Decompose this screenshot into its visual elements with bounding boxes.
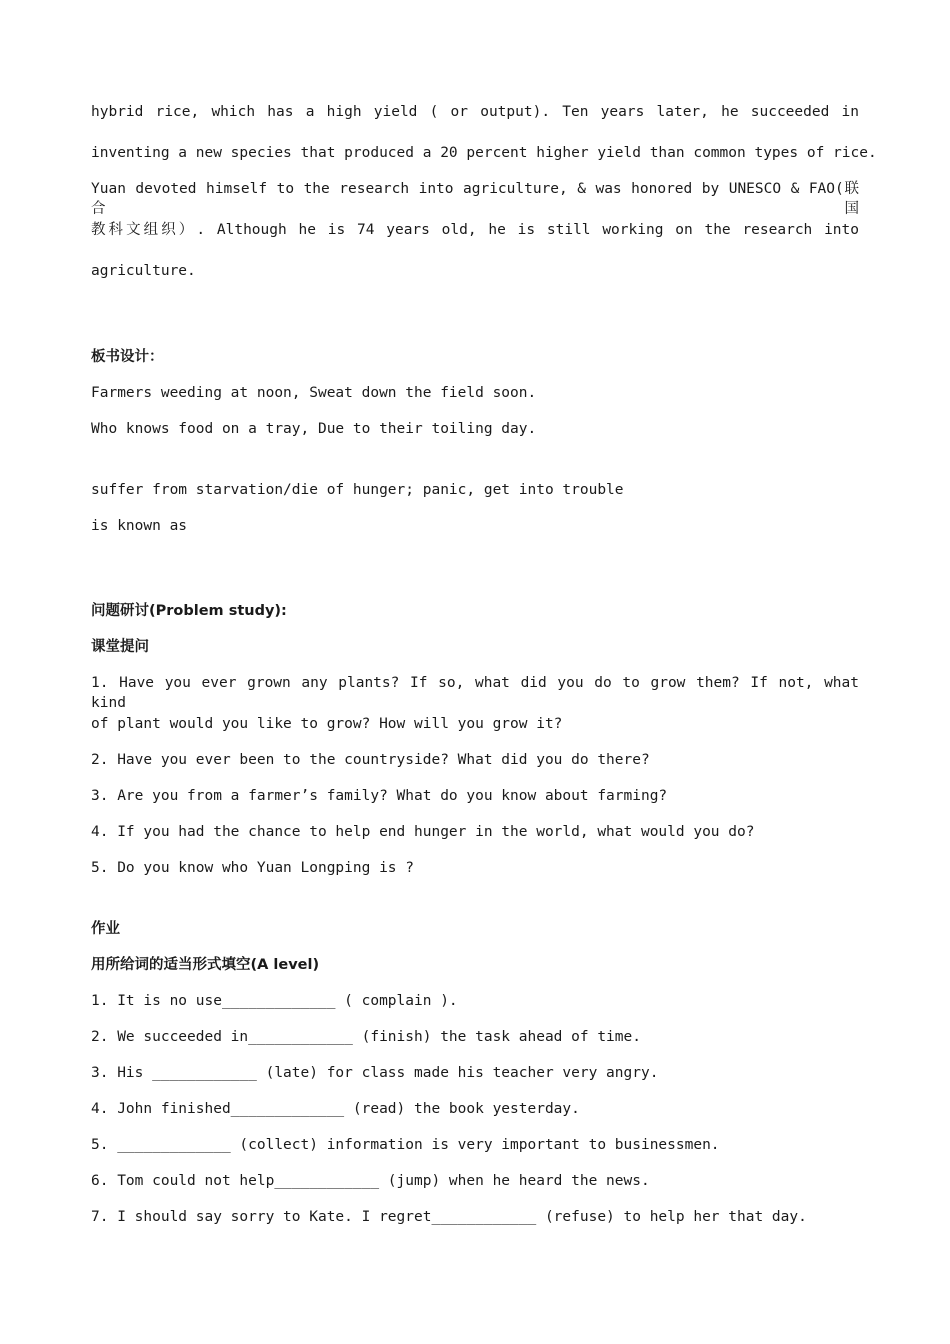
exercise-item: 7. I should say sorry to Kate. I regret____________ (refuse) to help her that day. [91, 1209, 807, 1225]
board-design-line: Farmers weeding at noon, Sweat down the field soon. [91, 385, 537, 401]
fill-in-heading: 用所给词的适当形式填空(A level) [91, 957, 320, 973]
exercise-item: 1. It is no use_____________ ( complain ). [91, 993, 458, 1009]
question-item: 3. Are you from a farmer’s family? What do you know about farming? [91, 788, 668, 804]
paragraph-line: agriculture. [91, 263, 196, 279]
homework-heading: 作业 [91, 921, 120, 937]
board-design-line: suffer from starvation/die of hunger; panic, get into trouble [91, 482, 624, 498]
exercise-item: 5. _____________ (collect) information is very important to businessmen. [91, 1137, 720, 1153]
classroom-questions-heading: 课堂提问 [91, 639, 149, 655]
exercise-item: 2. We succeeded in____________ (finish) the task ahead of time. [91, 1029, 641, 1045]
paragraph-line: 教科文组织）. Although he is 74 years old, he is still working on the research into [91, 222, 859, 238]
paragraph-line: Yuan devoted himself to the research into agriculture, & was honored by UNESCO & FAO(联合国 [91, 181, 859, 217]
question-item: 1. Have you ever grown any plants? If so, what did you do to grow them? If not, what kind [91, 675, 859, 711]
question-item: 4. If you had the chance to help end hunger in the world, what would you do? [91, 824, 755, 840]
exercise-item: 6. Tom could not help____________ (jump) when he heard the news. [91, 1173, 650, 1189]
question-item: 2. Have you ever been to the countryside? What did you do there? [91, 752, 650, 768]
paragraph-line: inventing a new species that produced a 20 percent higher yield than common types of rice. [91, 145, 877, 161]
problem-study-heading: 问题研讨(Problem study): [91, 603, 287, 619]
board-design-line: Who knows food on a tray, Due to their toiling day. [91, 421, 537, 437]
paragraph-line: hybrid rice, which has a high yield ( or output). Ten years later, he succeeded in [91, 104, 859, 120]
exercise-item: 4. John finished_____________ (read) the book yesterday. [91, 1101, 580, 1117]
exercise-item: 3. His ____________ (late) for class made his teacher very angry. [91, 1065, 659, 1081]
question-item: 5. Do you know who Yuan Longping is ? [91, 860, 415, 876]
board-design-line: is known as [91, 518, 188, 534]
question-item: of plant would you like to grow? How will you grow it? [91, 716, 563, 732]
board-design-heading: 板书设计： [91, 349, 164, 365]
